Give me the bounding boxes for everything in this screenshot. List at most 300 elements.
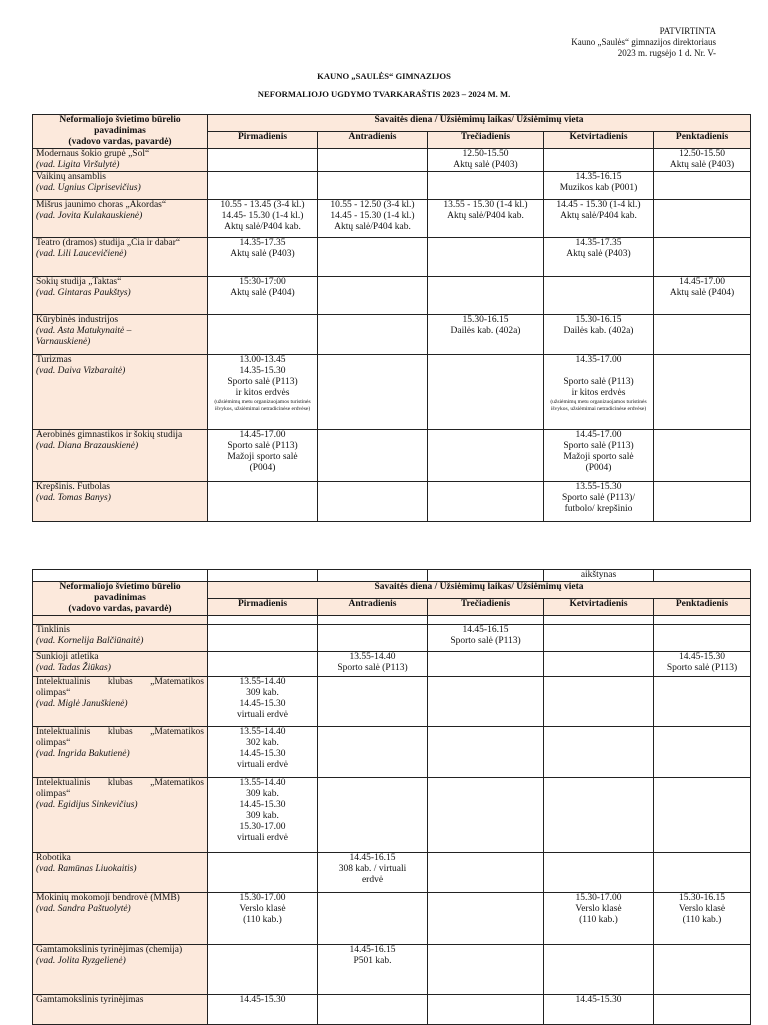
schedule-cell-line: 14.35-17.35 (239, 238, 286, 248)
club-name: Mokinių mokomoji bendrovė (MMB) (36, 893, 180, 903)
schedule-cell (208, 945, 318, 995)
club-column-header (33, 582, 208, 616)
schedule-cell (654, 677, 751, 727)
club-name-cell (33, 893, 208, 945)
schedule-cell-line (547, 366, 650, 377)
schedule-cell (544, 277, 654, 315)
schedule-cell (544, 430, 654, 482)
club-name: Vaikinų ansamblis (36, 172, 106, 182)
schedule-cell-line: Aktų salė/P404 kab. (447, 211, 524, 221)
schedule-cell (654, 430, 751, 482)
schedule-cell (654, 277, 751, 315)
schedule-cell-line: Mažoji sporto salė (227, 452, 298, 462)
carry-over-row (33, 570, 751, 582)
schedule-cell-line: 14.45 - 15.30 (1-4 kl.) (330, 211, 415, 221)
approval-line-3: 2023 m. rugsėjo 1 d. Nr. V- (617, 48, 716, 58)
approval-line-2: Kauno „Saulės“ gimnazijos direktoriaus (571, 37, 716, 47)
carry-over-cell (33, 570, 208, 582)
club-row (33, 853, 751, 893)
schedule-cell-line: virtuali erdvė (237, 760, 288, 770)
schedule-cell (318, 853, 428, 893)
schedule-cell (428, 149, 544, 172)
club-name: Kūrybinės industrijos (36, 315, 119, 325)
schedule-cell (544, 482, 654, 522)
schedule-cell-line: 15.30-16.15 (679, 893, 725, 903)
schedule-cell-line: virtuali erdvė (237, 833, 288, 843)
schedule-cell (208, 315, 318, 355)
schedule-cell (208, 995, 318, 1025)
schedule-cell (654, 945, 751, 995)
schedule-cell (544, 172, 654, 200)
approval-line-1: PATVIRTINTA (659, 26, 716, 36)
schedule-cell-line: Sporto salė (P113) (563, 377, 634, 387)
schedule-cell-line: 13.55-14.40 (239, 778, 286, 788)
schedule-cell (428, 727, 544, 778)
schedule-cell-line: Aktų salė/P404 kab. (224, 222, 301, 232)
club-name-cell (33, 315, 208, 355)
spacer-cell (33, 616, 208, 625)
schedule-cell (654, 315, 751, 355)
schedule-cell (654, 172, 751, 200)
schedule-cell-line: 14.45-17.00 (679, 277, 725, 287)
club-name: Robotika (36, 853, 71, 863)
schedule-cell-line: Aktų salė (P404) (669, 288, 735, 298)
club-name-cell (33, 652, 208, 677)
club-name: Intelektualinis klubas „Matematikos olimpas“ (36, 727, 204, 748)
carry-over-cell (654, 570, 751, 582)
schedule-cell (428, 677, 544, 727)
schedule-cell (208, 778, 318, 853)
club-row (33, 482, 751, 522)
schedule-cell-line: 14.35-17.35 (575, 238, 622, 248)
schedule-cell-line: Sporto salė (P113) (666, 663, 738, 673)
schedule-cell-line: 14.45-15.30 (239, 995, 286, 1005)
club-row (33, 430, 751, 482)
schedule-cell (654, 482, 751, 522)
schedule-cell (318, 652, 428, 677)
club-leader (36, 493, 204, 504)
schedule-cell-line: (110 kab.) (243, 915, 282, 925)
schedule-cell-line: 15.30-17.00 (239, 893, 286, 903)
day-header: Antradienis (318, 132, 428, 149)
schedule-cell-line: 12.50-15.50 (679, 149, 725, 159)
schedule-cell-line: 13.55-14.40 (239, 727, 286, 737)
schedule-cell-line: 309 kab. (246, 811, 279, 821)
schedule-cell (208, 625, 318, 652)
schedule-cell (208, 238, 318, 277)
club-name-cell (33, 430, 208, 482)
schedule-table-1 (32, 114, 751, 522)
club-leader-line: (vad. Tomas Banys) (36, 493, 111, 503)
schedule-cell (208, 277, 318, 315)
schedule-cell-line: 14.45-15.30 (575, 995, 622, 1005)
activity-note: (užsiėmimų metu organizuojamos turistinės išvykos, užsiėmimai netradicinėse erdvėse) (550, 399, 647, 412)
club-name: Teatro (dramos) studija „Čia ir dabar“ (36, 238, 181, 248)
schedule-cell-line: 14.45-15.30 (239, 800, 286, 810)
schedule-cell (208, 355, 318, 430)
schedule-cell (654, 355, 751, 430)
club-leader (36, 904, 204, 915)
club-row (33, 652, 751, 677)
schedule-cell-line: P501 kab. (353, 956, 392, 966)
schedule-cell-line: Dailės kab. (402a) (450, 326, 521, 336)
club-row (33, 625, 751, 652)
schedule-cell-line: ir kitos erdvės (571, 388, 626, 398)
schedule-cell-line: Aktų salė (P403) (453, 160, 518, 170)
schedule-cell-line: 14.35-15.30 (239, 366, 286, 376)
schedule-cell-line: Aktų salė (P404) (230, 288, 295, 298)
club-name: Turizmas (36, 355, 72, 365)
club-row (33, 315, 751, 355)
club-row (33, 995, 751, 1025)
schedule-cell (318, 727, 428, 778)
schedule-cell (428, 945, 544, 995)
club-leader-line: (vad. Diana Brazauskienė) (36, 441, 139, 451)
club-name: Šokių studija „Taktas“ (36, 277, 122, 287)
schedule-cell-line: 15.30-17.00 (575, 893, 622, 903)
schedule-cell (318, 893, 428, 945)
club-leader-line: Varnauskienė) (36, 337, 91, 347)
club-column-title: Neformaliojo švietimo būrelio pavadinimas (59, 582, 181, 603)
club-column-subtitle: (vadovo vardas, pavardė) (68, 137, 172, 147)
schedule-cell-line: 10.55 - 12.50 (3-4 kl.) (330, 200, 415, 210)
schedule-cell-line: 309 kab. (246, 789, 279, 799)
club-name-cell (33, 677, 208, 727)
club-leader (36, 211, 204, 222)
club-name: Tinklinis (36, 625, 70, 635)
schedule-cell (544, 727, 654, 778)
club-row (33, 727, 751, 778)
schedule-cell-line: ir kitos erdvės (235, 388, 290, 398)
club-name: Aerobinės gimnastikos ir šokių studija (36, 430, 183, 440)
schedule-cell (654, 995, 751, 1025)
schedule-cell-line: Aktų salė (P403) (566, 249, 631, 259)
schedule-cell (544, 995, 654, 1025)
schedule-cell-line: futbolo/ krepšinio (564, 504, 633, 514)
club-name-cell (33, 482, 208, 522)
schedule-cell-line: 302 kab. (246, 738, 279, 748)
schedule-cell (428, 853, 544, 893)
club-leader (36, 663, 204, 674)
schedule-cell-line: Sporto salė (P113) (227, 441, 298, 451)
club-name-cell (33, 355, 208, 430)
schedule-cell (318, 625, 428, 652)
day-header: Penktadienis (654, 132, 751, 149)
schedule-cell-line: 13.55-14.40 (239, 677, 286, 687)
schedule-cell (544, 945, 654, 995)
schedule-cell (318, 430, 428, 482)
schedule-cell-line: Muzikos kab (P001) (559, 183, 638, 193)
club-leader (36, 326, 204, 348)
club-name-cell (33, 727, 208, 778)
schedule-cell (654, 149, 751, 172)
schedule-cell (428, 315, 544, 355)
schedule-cell-line: 14.45-17.00 (575, 430, 622, 440)
schedule-cell (544, 625, 654, 652)
club-name-cell (33, 149, 208, 172)
schedule-cell-line: Aktų salė (P403) (230, 249, 295, 259)
schedule-cell (318, 315, 428, 355)
day-header: Ketvirtadienis (544, 599, 654, 616)
schedule-cell (318, 277, 428, 315)
schedule-cell (544, 315, 654, 355)
schedule-cell-line: virtuali erdvė (237, 710, 288, 720)
schedule-cell-line: Verslo klasė (239, 904, 286, 914)
schedule-cell (428, 238, 544, 277)
schedule-cell-line: 10.55 - 13.45 (3-4 kl.) (220, 200, 305, 210)
schedule-cell (544, 893, 654, 945)
schedule-cell-line: Aktų salė (P403) (669, 160, 735, 170)
schedule-cell (544, 355, 654, 430)
schedule-cell (654, 625, 751, 652)
schedule-cell-line: 14.45-17.00 (239, 430, 286, 440)
club-leader-line: (vad. Lili Laucevičienė) (36, 249, 127, 259)
club-leader-line: (vad. Sandra Paštuolytė) (36, 904, 131, 914)
schedule-cell (208, 727, 318, 778)
schedule-cell (544, 778, 654, 853)
club-name-cell (33, 172, 208, 200)
schedule-cell-line: 12.50-15.50 (462, 149, 509, 159)
club-row (33, 277, 751, 315)
table2-header-row (33, 582, 751, 599)
club-name-cell (33, 853, 208, 893)
day-header: Penktadienis (654, 599, 751, 616)
club-name-cell (33, 200, 208, 238)
day-header: Trečiadienis (428, 132, 544, 149)
schedule-cell-line: (110 kab.) (682, 915, 722, 925)
club-name-cell (33, 238, 208, 277)
schedule-cell-line: Sporto salė (P113) (450, 636, 521, 646)
club-leader-line: (vad. Jovita Kulakauskienė) (36, 211, 143, 221)
club-leader (36, 636, 204, 647)
table1-header-row (33, 115, 751, 132)
schedule-cell (544, 677, 654, 727)
spacer-cell (654, 616, 751, 625)
schedule-cell-line: 13.00-13.45 (239, 355, 286, 365)
club-name-cell (33, 995, 208, 1025)
carry-over-cell (208, 570, 318, 582)
schedule-cell (428, 172, 544, 200)
club-leader-line: (vad. Daiva Vizbaraitė) (36, 366, 126, 376)
club-name: Intelektualinis klubas „Matematikos olimpas“ (36, 778, 204, 799)
club-row (33, 149, 751, 172)
club-name: Modernaus šokio grupė „Sol“ (36, 149, 150, 159)
club-row (33, 893, 751, 945)
schedule-cell-line: (P004) (249, 463, 276, 473)
schedule-cell-line: Aktų salė/P404 kab. (560, 211, 637, 221)
schedule-cell-line: 14.45-15.30 (679, 652, 725, 662)
club-name-cell (33, 778, 208, 853)
schedule-cell-line: 14.45-15.30 (239, 749, 286, 759)
spacer-row (33, 616, 751, 625)
club-leader-line: (vad. Ingrida Bakutienė) (36, 749, 130, 759)
carry-over-cell (318, 570, 428, 582)
club-leader-line: (vad. Egidijus Sinkevičius) (36, 800, 138, 810)
schedule-span-header: Savaitės diena / Užsiėmimų laikas/ Užsiėmimų vieta (208, 582, 751, 599)
club-leader (36, 249, 204, 260)
club-name: Sunkioji atletika (36, 652, 99, 662)
club-leader-line: (vad. Gintaras Paukštys) (36, 288, 131, 298)
club-name: Intelektualinis klubas „Matematikos olimpas“ (36, 677, 204, 698)
club-leader (36, 749, 204, 760)
schedule-cell-line: Aktų salė/P404 kab. (334, 222, 411, 232)
club-leader (36, 800, 204, 811)
spacer-cell (208, 616, 318, 625)
schedule-cell (208, 853, 318, 893)
club-leader (36, 366, 204, 377)
club-row (33, 355, 751, 430)
club-leader-line: (vad. Ugnius Ciprisevičius) (36, 183, 141, 193)
schedule-cell (428, 995, 544, 1025)
schedule-span-header: Savaitės diena / Užsiėmimų laikas/ Užsiėmimų vieta (208, 115, 751, 132)
club-name: Krepšinis. Futbolas (36, 482, 110, 492)
schedule-cell-line: 15.30-16.15 (462, 315, 509, 325)
schedule-cell-line: 14.45-15.30 (239, 699, 286, 709)
schedule-cell (428, 893, 544, 945)
club-leader (36, 160, 204, 171)
schedule-cell-line: Sporto salė (P113) (563, 441, 634, 451)
schedule-cell (544, 238, 654, 277)
schedule-cell (428, 625, 544, 652)
schedule-cell-line: Sporto salė (P113) (227, 377, 298, 387)
schedule-cell-line: Sporto salė (P113)/ (561, 493, 635, 503)
schedule-cell (208, 430, 318, 482)
schedule-cell (318, 677, 428, 727)
club-name-cell (33, 277, 208, 315)
club-leader-line: (vad. Miglė Januškienė) (36, 699, 128, 709)
schedule-cell (208, 677, 318, 727)
club-leader-line: (vad. Ramūnas Liuokaitis) (36, 864, 137, 874)
schedule-cell (654, 652, 751, 677)
schedule-cell (544, 200, 654, 238)
club-leader (36, 441, 204, 452)
schedule-cell-line: Verslo klasė (678, 904, 726, 914)
club-row (33, 172, 751, 200)
schedule-cell-line: 15.30-17.00 (239, 822, 286, 832)
schedule-cell-line: Sporto salė (P113) (337, 663, 408, 673)
spacer-cell (428, 616, 544, 625)
schedule-cell-line: 15.30-16.15 (575, 315, 622, 325)
schedule-cell-line: 14.45 - 15.30 (1-4 kl.) (556, 200, 641, 210)
school-title: KAUNO „SAULĖS“ GIMNAZIJOS (317, 71, 451, 81)
schedule-cell (428, 778, 544, 853)
club-row (33, 677, 751, 727)
club-leader (36, 183, 204, 194)
schedule-cell (318, 172, 428, 200)
schedule-cell (428, 355, 544, 430)
schedule-cell (544, 853, 654, 893)
approval-block (456, 26, 716, 59)
club-leader (36, 864, 204, 875)
club-column-subtitle: (vadovo vardas, pavardė) (68, 604, 172, 614)
schedule-cell-line: 15:30-17:00 (239, 277, 286, 287)
schedule-cell (544, 652, 654, 677)
schedule-cell (654, 853, 751, 893)
schedule-cell-line: Mažoji sporto salė (563, 452, 634, 462)
schedule-cell (208, 652, 318, 677)
schedule-cell (428, 652, 544, 677)
club-leader-line: (vad. Jolita Ryzgelienė) (36, 956, 126, 966)
schedule-cell (654, 727, 751, 778)
schedule-cell (318, 238, 428, 277)
carry-over-cell: aikštynas (544, 570, 654, 582)
club-row (33, 778, 751, 853)
club-column-title: Neformaliojo švietimo būrelio pavadinimas (59, 115, 181, 136)
schedule-cell-line: 14.45- 15.30 (1-4 kl.) (221, 211, 304, 221)
schedule-cell (428, 482, 544, 522)
schedule-cell (318, 778, 428, 853)
schedule-cell (544, 149, 654, 172)
day-header: Antradienis (318, 599, 428, 616)
schedule-cell-line: Dailės kab. (402a) (563, 326, 634, 336)
schedule-cell (654, 778, 751, 853)
schedule-cell-line: 13.55-14.40 (349, 652, 396, 662)
schedule-cell (208, 893, 318, 945)
schedule-cell-line: 14.45-16.15 (349, 945, 396, 955)
club-name: Gamtamokslinis tyrinėjimas (chemija) (36, 945, 183, 955)
schedule-cell (654, 238, 751, 277)
schedule-cell-line: 14.45-16.15 (349, 853, 396, 863)
schedule-cell (208, 149, 318, 172)
schedule-cell-line: erdvė (361, 875, 384, 885)
club-row (33, 945, 751, 995)
schedule-cell (208, 200, 318, 238)
schedule-cell (654, 200, 751, 238)
schedule-cell-line: (110 kab.) (579, 915, 618, 925)
schedule-cell-line: 14.35-16.15 (575, 172, 622, 182)
schedule-table-2 (32, 569, 751, 1025)
club-leader-line: (vad. Ligita Viršulytė) (36, 160, 120, 170)
club-leader (36, 288, 204, 299)
schedule-cell (428, 430, 544, 482)
carry-over-cell (428, 570, 544, 582)
schedule-cell-line: Verslo klasė (575, 904, 622, 914)
schedule-cell (654, 893, 751, 945)
activity-note: (užsiėmimų metu organizuojamos turistinės išvykos, užsiėmimai netradicinėse erdvėse) (214, 399, 311, 412)
spacer-cell (544, 616, 654, 625)
schedule-cell-line: 14.35-17.00 (575, 355, 622, 365)
club-leader-line: (vad. Asta Matukynaitė – (36, 326, 132, 336)
schedule-cell-line: (P004) (585, 463, 612, 473)
schedule-cell (318, 995, 428, 1025)
club-row (33, 238, 751, 277)
schedule-cell-line: 14.45-16.15 (462, 625, 509, 635)
schedule-cell (428, 277, 544, 315)
schedule-cell-line: 308 kab. / virtuali (338, 864, 407, 874)
schedule-cell (318, 200, 428, 238)
club-leader (36, 699, 204, 710)
schedule-cell (208, 172, 318, 200)
schedule-cell (318, 945, 428, 995)
schedule-cell (208, 482, 318, 522)
day-header: Trečiadienis (428, 599, 544, 616)
spacer-cell (318, 616, 428, 625)
schedule-cell (318, 482, 428, 522)
schedule-title: NEFORMALIOJO UGDYMO TVARKARAŠTIS 2023 – 2024 M. M. (257, 89, 511, 99)
club-leader-line: (vad. Tadas Žiūkas) (36, 663, 111, 673)
schedule-cell (318, 355, 428, 430)
schedule-cell (428, 200, 544, 238)
club-name-cell (33, 625, 208, 652)
club-leader-line: (vad. Kornelija Balčiūnaitė) (36, 636, 144, 646)
schedule-cell-line: 309 kab. (246, 688, 279, 698)
club-row (33, 200, 751, 238)
day-header: Ketvirtadienis (544, 132, 654, 149)
schedule-cell-line: 13.55-15.30 (575, 482, 622, 492)
club-leader (36, 956, 204, 967)
day-header: Pirmadienis (208, 599, 318, 616)
club-name: Mišrus jaunimo choras „Akordas“ (36, 200, 167, 210)
